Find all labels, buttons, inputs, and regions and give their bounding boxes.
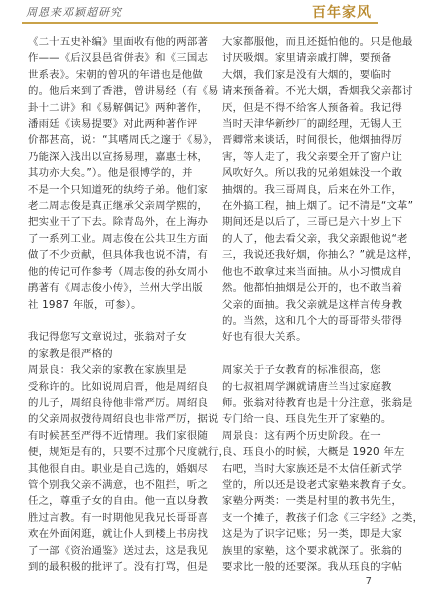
text-line: 厌，但是不得不给客人预备着。我记得 xyxy=(222,101,403,114)
text-line: 了一部《资治通鉴》送过去，这是我见 xyxy=(28,544,209,557)
text-line: 族里的家塾，这个要求就深了。张翁的 xyxy=(222,544,403,557)
journal-title: 周恩来邓颖超研究 xyxy=(26,6,122,19)
text-line: 大家都服他，而且还挺怕他的。只是他最 xyxy=(222,36,413,48)
text-line: 欢在外面闲逛，就让仆人到楼上书房找 xyxy=(28,528,209,541)
text-line: 的家教是很严格的 xyxy=(28,347,113,360)
right-column xyxy=(222,34,423,575)
text-line: 风吹好久。所以我的兄弟姐妹没一个敢 xyxy=(222,167,403,180)
text-line: 家塾分两类：一类是村里的教书先生， xyxy=(222,495,403,508)
text-line: 的。当然，这和几个大的哥哥带头带得 xyxy=(222,314,403,327)
text-line: 周家关于子女教育的标准很高，您 xyxy=(222,364,381,377)
text-line: 的儿子，周绍良待他非常严厉。周绍良 xyxy=(28,396,209,409)
text-line: 管个别我父亲不满意，也不阻拦，听之 xyxy=(28,478,209,491)
text-line: 作——《后汉县邑省併表》和《三国志 xyxy=(28,52,209,65)
text-line: 师。张翁对待教育也是十分注意，张翁是 xyxy=(222,396,413,409)
text-line: 周景良：我父亲的家教在家族里是 xyxy=(28,364,187,377)
text-line: 不是一个只知道死的纨绔子弟。他们家 xyxy=(28,183,209,196)
page-header xyxy=(0,0,400,26)
text-line: 周景良：这有两个历史阶段。在一 xyxy=(222,429,381,442)
text-line: 当时天津华新纱厂的副经理，无锡人王 xyxy=(222,118,403,131)
text-line: 支一个摊子，教孩子们念《三字经》之类， xyxy=(222,511,423,524)
text-line: 害，等人走了，我父亲要全开了窗户让 xyxy=(222,150,403,163)
text-line: 卦十二讲》和《易解偶记》两种著作， xyxy=(28,101,209,114)
text-line: 三，我说还我好烟，你抽么？”就是这样， xyxy=(222,249,419,262)
text-line: 其他很自由。职业是自己选的，婚姻尽 xyxy=(28,462,209,475)
column-name: 百年家风 xyxy=(312,5,372,21)
text-line: 大烟，我们家是没有大烟的，要临时 xyxy=(222,68,392,81)
text-line: 的人了，他去看父亲，我父亲跟他说“老 xyxy=(222,232,408,245)
text-line: 讨厌吸烟。家里请亲戚打牌，要预备 xyxy=(222,52,392,65)
text-line: 把实业干了下去。除青岛外，在上海办 xyxy=(28,216,209,229)
text-line: 专门给一良、珏良先生开了家塾的。 xyxy=(222,413,392,426)
text-line: 胜过言教。有一时期他见我兄长哥哥喜 xyxy=(28,511,209,524)
header-rule xyxy=(22,22,378,24)
text-line: 了一系列工业。周志俊在公共卫生方面 xyxy=(28,232,209,245)
text-line: 父亲的面抽。我父亲就是这样言传身教 xyxy=(222,298,403,311)
text-line xyxy=(28,313,191,329)
text-line: 乃能深入浅出以宣扬易理，嘉惠士林， xyxy=(28,150,209,163)
text-line: 做了不少贡献，但具体我也说不清，有 xyxy=(28,249,209,262)
text-line: 《二十五史补编》里面收有他的两部著 xyxy=(28,36,209,48)
text-line: 请来预备着。不光大烟，香烟我父亲都讨 xyxy=(222,85,413,98)
text-line: 我记得您写文章说过，张翁对子女 xyxy=(28,331,187,344)
text-line: 潘雨廷《读易提要》对此两种著作评 xyxy=(28,118,198,131)
text-line: 价都甚高，说：“其嗜周氏之邃于《易》， xyxy=(28,134,220,147)
text-line: 到的最积极的批评了。没有打骂，但是 xyxy=(28,561,209,573)
text-line: 这是为了识字记账；另一类，即是大家 xyxy=(222,528,403,541)
text-line: 然。他都怕抽烟是公开的，也不敢当着 xyxy=(222,282,403,295)
text-line: 鹃著有《周志俊小传》，兰州大学出版 xyxy=(28,282,203,295)
page-number: 7 xyxy=(365,576,372,587)
text-line xyxy=(222,346,385,362)
text-line: 要求比一般的还要深。我从珏良的字帖 xyxy=(222,561,403,573)
text-line: 的。他后来到了香港，曾讲易经（有《易 xyxy=(28,85,219,98)
text-line: 晋卿常来谈话，时间很长，他烟抽得厉 xyxy=(222,134,403,147)
text-line: 堂的，所以还是设老式家塾来教育子女。 xyxy=(222,478,413,491)
text-line: 老二周志俊是真正继承父亲周学熙的， xyxy=(28,200,209,213)
text-line: 任之，尊重子女的自由。他一直以身教 xyxy=(28,495,209,508)
text-line: 社 1987 年版，可参）。 xyxy=(28,298,142,311)
text-line: 的父亲周叔弢待周绍良也非常严厉，据说 xyxy=(28,413,219,426)
text-line: 期间还是以后了，三哥已是六十岁上下 xyxy=(222,216,403,229)
text-line: 受称许的。比如说周启晋，他是周绍良 xyxy=(28,380,209,393)
text-line: 有时候甚至严得不近情理。我们家很随 xyxy=(28,429,209,442)
text-line: 好也有很大关系。 xyxy=(222,331,307,344)
text-line: 他也不敢拿过来当面抽。从小习惯成自 xyxy=(222,265,403,278)
text-line: 右吧，当时大家族还是不太信任新式学 xyxy=(222,462,403,475)
text-line: 抽烟的。我三哥周良，后来在外工作， xyxy=(222,183,403,196)
text-line: 便，规矩是有的，只要不过那个尺度就行， xyxy=(28,446,230,459)
text-line: 他的传记可作参考（周志俊的孙女周小 xyxy=(28,265,209,278)
text-line: 在外搞工程，抽上烟了。记不清是“文革” xyxy=(222,200,414,213)
text-line: 世系表》。宋朝的曾巩的年谱也是他做 xyxy=(28,68,203,81)
left-column xyxy=(28,34,230,575)
text-line: 良、珏良小的时候，大概是 1920 年左 xyxy=(222,446,405,459)
text-line: 的七叔祖周学渊就请唐兰当过家庭教 xyxy=(222,380,392,393)
text-line: 其功亦大矣。”）。他是很博学的，并 xyxy=(28,167,193,180)
